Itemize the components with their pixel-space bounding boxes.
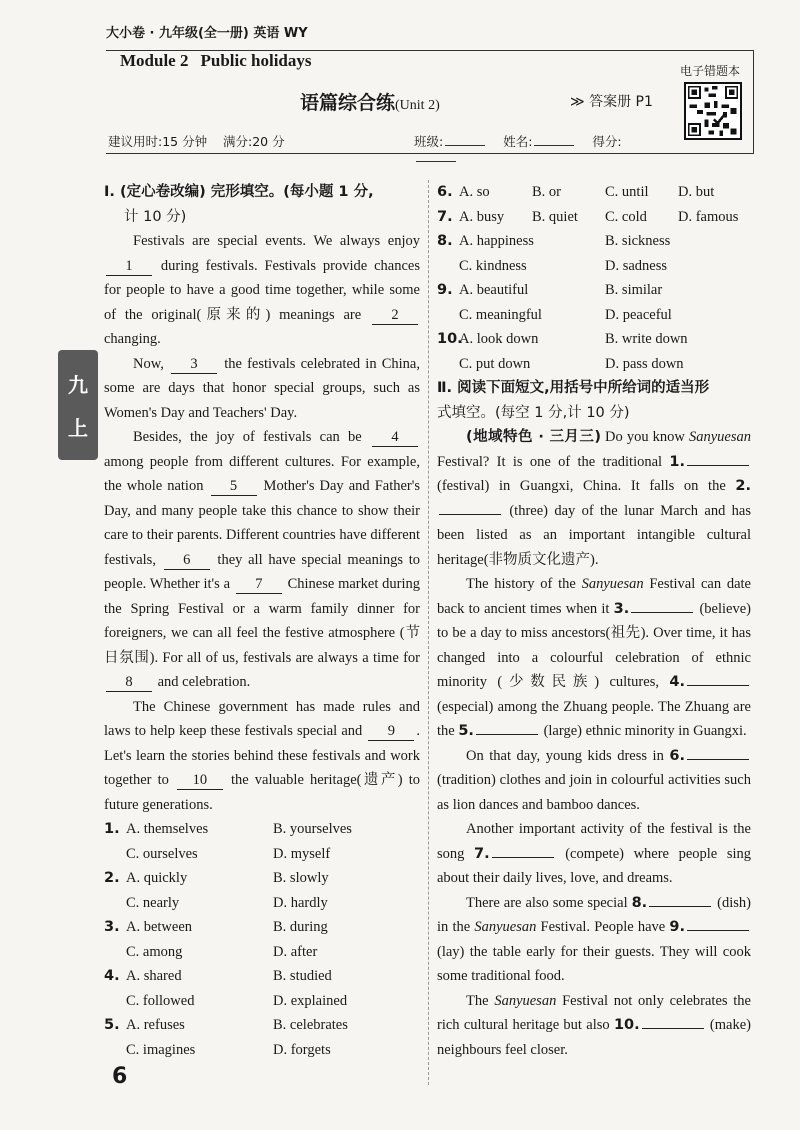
option[interactable]: C. kindness — [459, 257, 527, 274]
option[interactable]: D. but — [678, 184, 715, 200]
cloze-paragraph: The Chinese government has made rules and laws to help keep these festivals special and 9 . Let's learn the stories behind these festivals and work together to 10 the valuable heritage(遗产) to future generations. — [104, 698, 420, 813]
cloze-blank-6[interactable]: 6 — [164, 551, 210, 570]
left-column — [104, 180, 420, 1062]
answer-blank-4[interactable] — [687, 670, 749, 686]
option[interactable]: A. quickly — [126, 870, 188, 886]
option[interactable]: B. write down — [605, 331, 688, 347]
option[interactable]: C. ourselves — [126, 845, 198, 862]
option[interactable]: A. shared — [126, 968, 182, 984]
cloze-blank-7[interactable]: 7 — [236, 575, 282, 594]
answer-blank-5[interactable] — [476, 719, 538, 735]
cloze-blank-8[interactable]: 8 — [106, 673, 152, 692]
option[interactable]: A. themselves — [126, 821, 209, 837]
options-q7: 7. A. busy B. quiet C. cold D. famous — [437, 205, 751, 230]
section2-heading-cont: 式填空。(每空 1 分,计 10 分) — [437, 404, 630, 421]
options-q3: 3. A. between B. during C. among D. after — [104, 915, 420, 964]
option[interactable]: B. yourselves — [273, 821, 352, 837]
qr-label: 电子错题本 — [680, 64, 741, 78]
answer-blank-8[interactable] — [649, 891, 711, 907]
right-column — [437, 180, 751, 1062]
option[interactable]: B. sickness — [605, 233, 671, 249]
option[interactable]: D. after — [273, 943, 318, 960]
option[interactable]: B. celebrates — [273, 1017, 348, 1033]
name-label: 姓名: — [503, 134, 533, 149]
option[interactable]: D. pass down — [605, 355, 684, 372]
cloze-paragraph: Besides, the joy of festivals can be 4 among people from different cultures. For example, the whole nation 5 Mother's Day and Father's Day, and many people take this chance to show their care to their parents. Different countries have different festivals, 6 they all have special meanings to people. Whether it's a 7 Chinese market during the Spring Festival or a warm family dinner for foreigners, we can all feel the festive atmosphere (节日氛围). For all of us, festivals are always a time for 8 and celebration. — [104, 429, 421, 690]
option[interactable]: A. busy — [459, 208, 505, 225]
option[interactable]: B. during — [273, 919, 328, 935]
cloze-blank-4[interactable]: 4 — [372, 428, 418, 447]
reading-paragraph: The Sanyuesan Festival not only celebrates the rich cultural heritage but also 10. (make) neighbours feel closer. — [437, 992, 751, 1058]
option[interactable]: A. happiness — [459, 233, 534, 249]
series-title: 大小卷 · 九年级(全一册) 英语 WY — [106, 26, 308, 41]
cloze-blank-1[interactable]: 1 — [106, 257, 152, 276]
cloze-blank-3[interactable]: 3 — [171, 355, 217, 374]
options-q8: 8. A. happiness B. sickness C. kindness D. sadness — [437, 229, 751, 278]
reading-paragraph: Another important activity of the festival is the song 7. (compete) where people sing about their daily lives, love, and dreams. — [437, 821, 751, 886]
option[interactable]: C. nearly — [126, 894, 180, 911]
option[interactable]: C. imagines — [126, 1041, 196, 1058]
option[interactable]: A. look down — [459, 331, 539, 347]
option[interactable]: D. famous — [678, 208, 739, 225]
option[interactable]: A. beautiful — [459, 282, 529, 298]
answer-blank-6[interactable] — [687, 744, 749, 760]
exercise-title: 语篇综合练(Unit 2) — [300, 92, 440, 114]
reading-paragraph: The history of the Sanyuesan Festival can date back to ancient times when it 3. (believe) to be a day to miss ancestors(祖先). Over time, it has changed into a colourful celebration of ethnic minority (少数民族) cultures, 4. (especial) among the Zhuang people. The Zhuang are the 5. (large) ethnic minority in Guangxi. — [437, 576, 751, 739]
answer-blank-2[interactable] — [439, 499, 501, 515]
option[interactable]: D. forgets — [273, 1041, 331, 1058]
option[interactable]: B. similar — [605, 282, 663, 298]
reading-paragraph: There are also some special 8. (dish) in the Sanyuesan Festival. People have 9. (lay) the table early for their guests. They will cook some traditional food. — [437, 891, 751, 989]
answer-blank-1[interactable] — [687, 450, 749, 466]
score-label: 得分: — [592, 134, 622, 149]
option[interactable]: C. cold — [605, 208, 647, 225]
option[interactable]: D. explained — [273, 992, 348, 1009]
options-q4: 4. A. shared B. studied C. followed D. explained — [104, 964, 420, 1013]
section1-heading: Ⅰ. (定心卷改编) 完形填空。(每小题 1 分, — [104, 184, 374, 200]
section1-heading-cont: 计 10 分) — [124, 208, 187, 225]
option[interactable]: C. among — [126, 943, 183, 960]
score-field[interactable] — [416, 150, 456, 162]
section2-heading: Ⅱ. 阅读下面短文,用括号中所给词的适当形 — [437, 380, 710, 396]
option[interactable]: C. meaningful — [459, 306, 542, 323]
option[interactable]: D. hardly — [273, 894, 328, 911]
cloze-blank-10[interactable]: 10 — [177, 771, 223, 790]
option[interactable]: A. so — [459, 184, 490, 200]
cloze-blank-2[interactable]: 2 — [372, 306, 418, 325]
name-field[interactable] — [534, 134, 574, 146]
answer-reference: ≫ 答案册 P1 — [570, 94, 653, 110]
option[interactable]: D. peaceful — [605, 306, 672, 323]
options-q2: 2. A. quickly B. slowly C. nearly D. hardly — [104, 866, 420, 915]
class-label: 班级: — [414, 134, 444, 149]
option[interactable]: C. put down — [459, 355, 531, 372]
option[interactable]: D. myself — [273, 845, 331, 862]
cloze-blank-9[interactable]: 9 — [368, 722, 414, 741]
cloze-blank-5[interactable]: 5 — [211, 477, 257, 496]
cloze-paragraph: Festivals are special events. We always enjoy 1 during festivals. Festivals provide chances for people to have a good time together, while some of the original(原来的) meanings are 2 changing. — [104, 233, 420, 347]
reading-paragraph: (地域特色 · 三月三) Do you know Sanyuesan Festival? It is one of the traditional 1. (festival) in Guangxi, China. It falls on the 2. (three) day of the lunar March and has been listed as an important intangible cultural heritage(非物质文化遗产). — [437, 429, 751, 568]
option[interactable]: C. followed — [126, 992, 195, 1009]
answer-blank-9[interactable] — [687, 915, 749, 931]
info-row: 建议用时:15 分钟 满分:20 分 班级: 姓名: 得分: — [108, 132, 668, 150]
option[interactable]: B. quiet — [532, 208, 578, 225]
option[interactable]: C. until — [605, 184, 649, 200]
options-q6: 6. A. so B. or C. until D. but — [437, 180, 751, 205]
option[interactable]: B. or — [532, 184, 561, 200]
cloze-paragraph: Now, 3 the festivals celebrated in China, some are days that honor special groups, such as Women's Day and Teachers' Day. — [104, 355, 420, 421]
option[interactable]: A. between — [126, 919, 193, 935]
module-title: Module 2 Public holidays — [120, 51, 312, 70]
option[interactable]: B. studied — [273, 968, 332, 984]
option[interactable]: A. refuses — [126, 1017, 185, 1033]
column-divider — [428, 180, 429, 1085]
option[interactable]: D. sadness — [605, 257, 668, 274]
options-q9: 9. A. beautiful B. similar C. meaningful D. peaceful — [437, 278, 751, 327]
answer-blank-7[interactable] — [492, 842, 554, 858]
options-q1: 1. A. themselves B. yourselves C. ourselves D. myself — [104, 817, 420, 866]
grade-side-tab: 九 上 — [58, 350, 98, 460]
answer-blank-3[interactable] — [631, 597, 693, 613]
reading-paragraph: On that day, young kids dress in 6. (tradition) clothes and join in colourful activities such as lion dances and bamboo dances. — [437, 744, 751, 818]
options-q5: 5. A. refuses B. celebrates C. imagines D. forgets — [104, 1013, 420, 1062]
options-q10: 10. A. look down B. write down C. put down D. pass down — [437, 327, 751, 376]
class-field[interactable] — [445, 134, 485, 146]
page-number: 6 — [112, 1064, 128, 1089]
qr-code-icon[interactable] — [684, 82, 742, 140]
answer-blank-10[interactable] — [642, 1013, 704, 1029]
option[interactable]: B. slowly — [273, 870, 329, 886]
